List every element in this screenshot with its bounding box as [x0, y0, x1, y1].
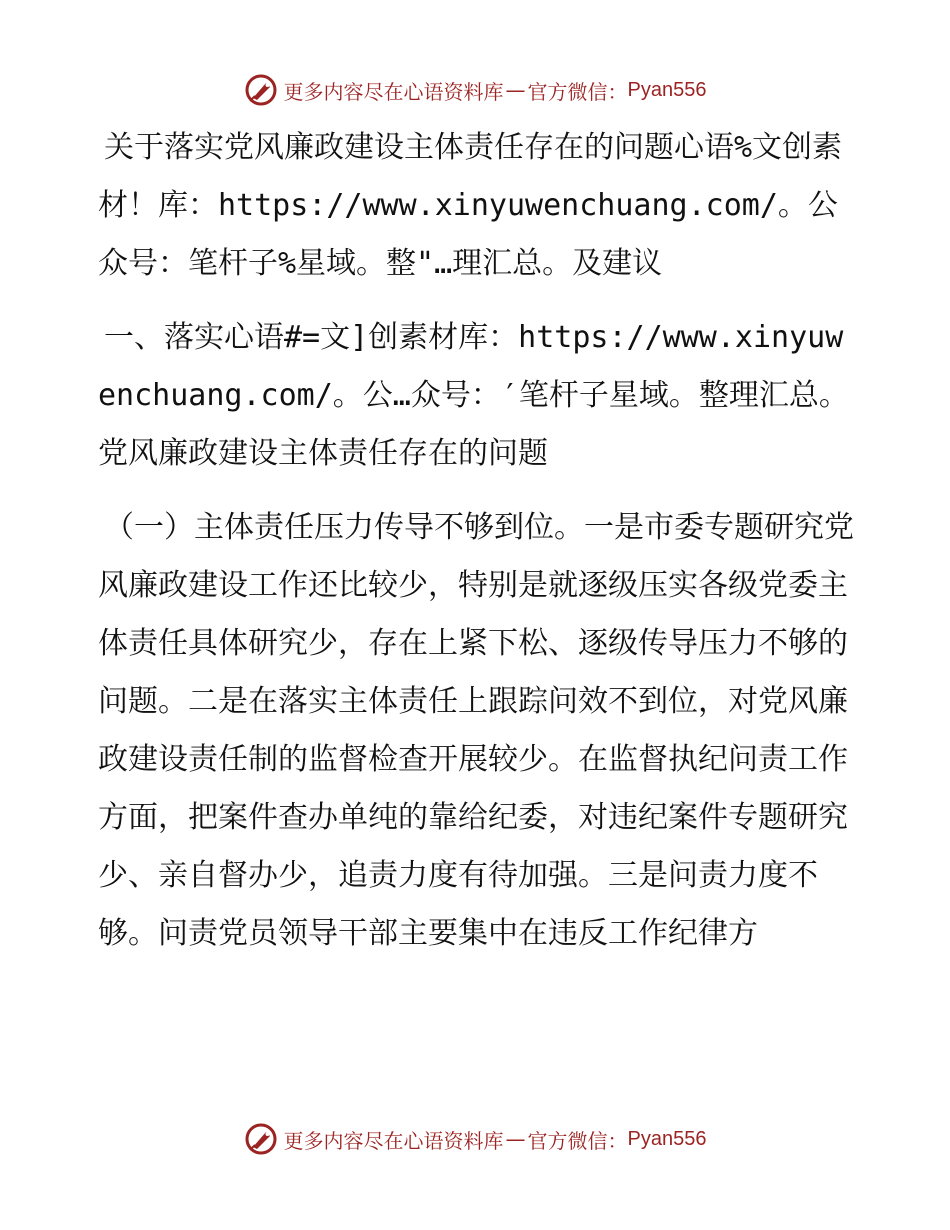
footer-site-text: 更多内容尽在心语资料库: [283, 1128, 504, 1153]
body-paragraph: （一）主体责任压力传导不够到位。一是市委专题研究党风廉政建设工作还比较少，特别是就逐级压实各级党委主体责任具体研究少，存在上紧下松、逐级传导压力不够的问题。二是在落实主体责任上跟踪问效不到位，对党风廉政建设责任制的监督检查开展较少。在监督执纪问责工作方面，把案件查办单纯的靠给纪委，对违纪案件专题研究少、亲自督办少，追责力度有待加强。三是问责力度不够。问责党员领导干部主要集中在违反工作纪律方: [98, 510, 854, 951]
section-heading: 一、落实心语#=文]创素材库：https://www.xinyuwenchuang.com/。公…众号：′笔杆子星域。整理汇总。党风廉政建设主体责任存在的问题: [98, 320, 849, 471]
pen-nib-logo-icon: [244, 73, 278, 107]
document-title: 关于落实党风廉政建设主体责任存在的问题心语%文创素材！库：https://www.xinyuwenchuang.com/。公众号：笔杆子%星域。整"…理汇总。及建议: [98, 130, 843, 281]
footer-wechat-label: 官方微信：: [527, 1128, 628, 1153]
document-body: [98, 119, 858, 979]
header-separator: —: [505, 78, 526, 102]
header-wechat-id: Pyan556: [627, 78, 707, 101]
footer-separator: —: [505, 1127, 526, 1151]
pen-nib-logo-icon: [244, 1122, 278, 1156]
header-site-text: 更多内容尽在心语资料库: [283, 79, 504, 104]
header-banner: [0, 70, 950, 110]
footer-banner: [0, 1119, 950, 1159]
header-wechat-label: 官方微信：: [527, 79, 628, 104]
footer-wechat-id: Pyan556: [627, 1127, 707, 1150]
